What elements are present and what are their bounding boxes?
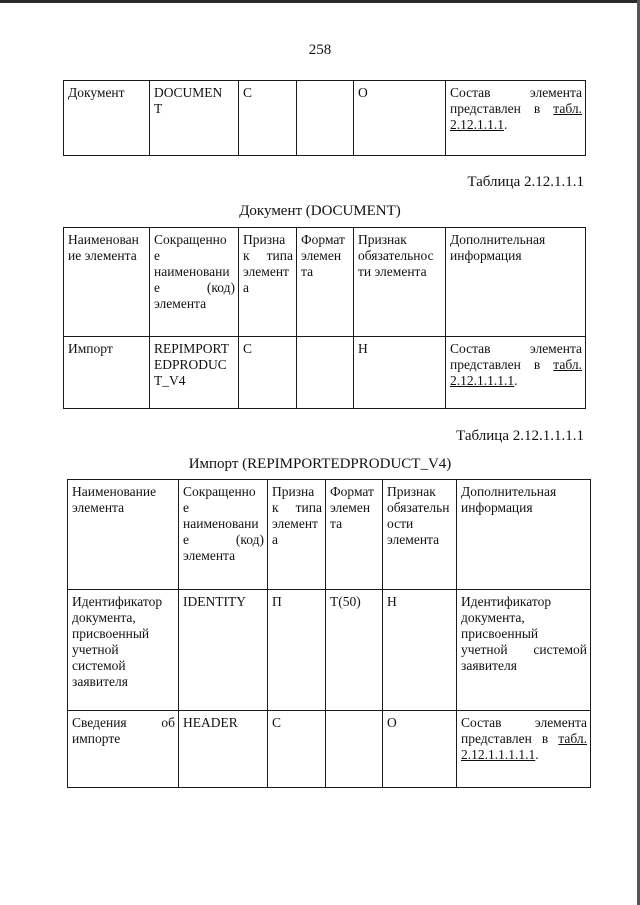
header-line: ти элемента xyxy=(358,264,427,279)
header-code xyxy=(150,228,239,337)
element-type: С xyxy=(268,711,326,788)
element-format xyxy=(297,81,354,156)
element-info xyxy=(446,337,586,409)
header-line: а xyxy=(243,280,249,295)
header-line: информация xyxy=(450,248,522,263)
info-line: заявителя xyxy=(461,658,517,673)
document-table xyxy=(63,227,586,409)
header-line: е (код) xyxy=(183,532,264,547)
header-line: к типа xyxy=(272,500,322,515)
name-line: Идентификатор xyxy=(72,594,163,609)
info-text: Состав элемента представлен в xyxy=(450,341,582,372)
name-line: заявителя xyxy=(72,674,128,689)
table1-caption: Таблица 2.12.1.1.1 xyxy=(467,174,584,190)
element-info xyxy=(457,711,591,788)
element-code xyxy=(150,337,239,409)
table-row xyxy=(68,711,591,788)
info-suffix: . xyxy=(514,373,518,388)
name-line: документа, xyxy=(72,610,136,625)
code-line: T_V4 xyxy=(154,373,186,388)
element-type: С xyxy=(239,81,297,156)
header-line: ие элемента xyxy=(68,248,137,263)
header-line: е xyxy=(154,248,160,263)
info-text: Состав элемента представлен в xyxy=(461,715,587,746)
header-line: Наименован xyxy=(68,232,139,247)
name-line: системой xyxy=(72,658,126,673)
header-line: Дополнительная xyxy=(450,232,546,247)
info-text: Состав элемента представлен в xyxy=(450,85,582,116)
import-table xyxy=(67,479,591,788)
header-line: обязательн xyxy=(387,500,450,515)
header-type xyxy=(268,480,326,590)
header-required xyxy=(383,480,457,590)
element-required: О xyxy=(354,81,446,156)
element-type: П xyxy=(268,590,326,711)
element-code xyxy=(150,81,239,156)
table-row xyxy=(68,590,591,711)
info-line: документа, xyxy=(461,610,525,625)
element-info xyxy=(457,590,591,711)
header-line: элемента xyxy=(72,500,125,515)
code-line: T xyxy=(154,101,163,116)
table2-title: Импорт (REPIMPORTEDPRODUCT_V4) xyxy=(188,456,452,472)
element-name: Документ xyxy=(64,81,150,156)
element-type: С xyxy=(239,337,297,409)
header-line: элемен xyxy=(301,248,342,263)
header-line: та xyxy=(301,264,314,279)
header-line: наименовани xyxy=(183,516,259,531)
info-line: учетной системой xyxy=(461,642,587,657)
header-line: к типа xyxy=(243,248,293,263)
header-line: е xyxy=(183,500,189,515)
header-line: элемент xyxy=(272,516,318,531)
element-format xyxy=(297,337,354,409)
header-type xyxy=(239,228,297,337)
header-line: Дополнительная xyxy=(461,484,557,499)
header-line: та xyxy=(330,516,343,531)
header-line: а xyxy=(272,532,278,547)
header-line: элемент xyxy=(243,264,289,279)
header-line: информация xyxy=(461,500,533,515)
code-line: REPIMPORT xyxy=(154,341,229,356)
info-suffix: . xyxy=(504,117,508,132)
element-name xyxy=(68,711,179,788)
header-line: Призна xyxy=(272,484,315,499)
header-line: Признак xyxy=(387,484,436,499)
info-suffix: . xyxy=(535,747,539,762)
element-format: T(50) xyxy=(326,590,383,711)
code-line: DOCUMEN xyxy=(154,85,223,100)
name-line: учетной xyxy=(72,642,119,657)
header-line: Сокращенно xyxy=(183,484,256,499)
header-name xyxy=(64,228,150,337)
header-required xyxy=(354,228,446,337)
table2-caption: Таблица 2.12.1.1.1.1 xyxy=(456,428,584,444)
header-row xyxy=(68,480,591,590)
header-line: элемента xyxy=(154,296,207,311)
table-reference-link[interactable]: табл. 2.12.1.1.1.1 xyxy=(450,357,582,388)
table-reference-link[interactable]: табл. 2.12.1.1.1 xyxy=(450,101,582,132)
header-line: элемен xyxy=(330,500,371,515)
page-number: 258 xyxy=(308,42,332,58)
header-code xyxy=(179,480,268,590)
header-line: наименовани xyxy=(154,264,230,279)
header-format xyxy=(326,480,383,590)
top-continuation-table xyxy=(63,80,586,156)
header-line: элемента xyxy=(183,548,236,563)
element-required: Н xyxy=(354,337,446,409)
header-info xyxy=(457,480,591,590)
table-row xyxy=(64,81,586,156)
header-line: Формат xyxy=(301,232,345,247)
header-line: е (код) xyxy=(154,280,235,295)
header-line: Формат xyxy=(330,484,374,499)
element-info xyxy=(446,81,586,156)
header-format xyxy=(297,228,354,337)
element-format xyxy=(326,711,383,788)
info-line: Идентификатор xyxy=(461,594,552,609)
element-name xyxy=(68,590,179,711)
header-line: ости xyxy=(387,516,414,531)
name-line: импорте xyxy=(72,731,121,746)
element-required: О xyxy=(383,711,457,788)
element-name: Импорт xyxy=(64,337,150,409)
header-row xyxy=(64,228,586,337)
header-line: обязательнос xyxy=(358,248,434,263)
scan-top-edge xyxy=(0,0,640,3)
header-line: Наименование xyxy=(72,484,157,499)
header-line: Призна xyxy=(243,232,286,247)
element-code: HEADER xyxy=(179,711,268,788)
table1-title: Документ (DOCUMENT) xyxy=(239,203,401,219)
header-name xyxy=(68,480,179,590)
element-required: Н xyxy=(383,590,457,711)
header-line: элемента xyxy=(387,532,440,547)
table-row xyxy=(64,337,586,409)
code-line: EDPRODUC xyxy=(154,357,227,372)
header-line: Сокращенно xyxy=(154,232,227,247)
name-line: присвоенный xyxy=(72,626,150,641)
info-line: присвоенный xyxy=(461,626,539,641)
header-info xyxy=(446,228,586,337)
table-reference-link[interactable]: табл. 2.12.1.1.1.1.1 xyxy=(461,731,587,762)
element-code: IDENTITY xyxy=(179,590,268,711)
header-line: Признак xyxy=(358,232,407,247)
name-line: Сведения об xyxy=(72,715,175,730)
